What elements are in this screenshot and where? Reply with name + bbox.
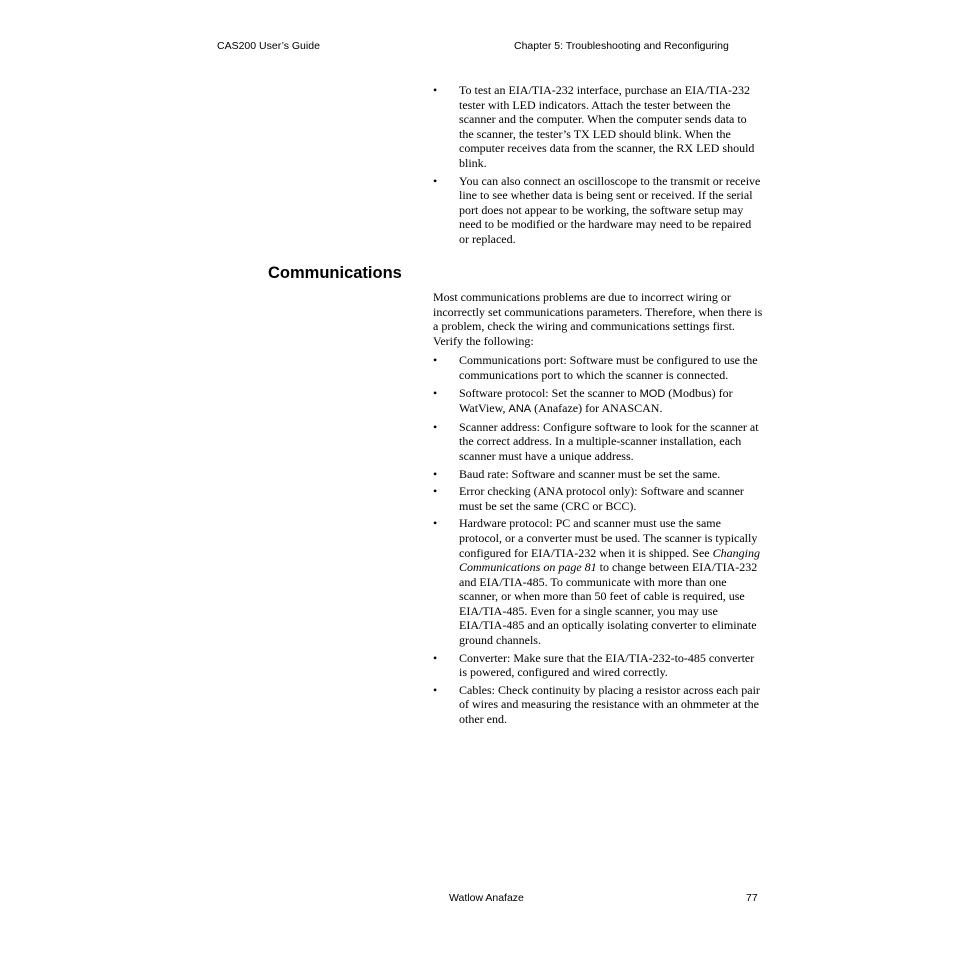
list-item	[433, 467, 763, 482]
list-item-text: Error checking (ANA protocol only): Software and scanner must be set the same (CRC or BCC).	[459, 484, 744, 513]
list-item-text: Cables: Check continuity by placing a resistor across each pair of wires and measuring the resistance with an ohmmeter at the other end.	[459, 682, 760, 727]
list-item	[433, 651, 763, 680]
page-number: 77	[746, 892, 758, 904]
bullet-icon: •	[433, 650, 438, 665]
protocol-code-mod: MOD	[639, 387, 666, 400]
list-item-text: You can also connect an oscilloscope to the transmit or receive line to see whether data is being sent or received. If the serial port does not appear to be working, the software setup may need to be modified or the hardware may need to be repaired or replaced.	[459, 173, 761, 246]
bullet-icon: •	[433, 682, 438, 697]
verify-list	[433, 353, 763, 726]
list-item	[433, 83, 763, 171]
list-item	[433, 484, 763, 513]
section-heading: Communications	[268, 264, 402, 282]
bullet-icon: •	[433, 83, 438, 97]
list-item-text: Baud rate: Software and scanner must be set the same.	[459, 466, 721, 481]
bullet-icon: •	[433, 353, 438, 368]
list-item	[433, 420, 763, 464]
intro-paragraph: Most communications problems are due to incorrect wiring or incorrectly set communications parameters. Therefore, when there is a problem, check the wiring and communications settings first. Verify the following:	[433, 290, 763, 348]
footer-company: Watlow Anafaze	[449, 892, 524, 904]
list-item	[433, 386, 763, 417]
protocol-code-ana: ANA	[508, 403, 532, 416]
list-item	[433, 516, 763, 647]
running-header-left: CAS200 User’s Guide	[217, 40, 320, 52]
list-item-text: Scanner address: Configure software to look for the scanner at the correct address. In a multiple-scanner installation, each scanner must have a unique address.	[459, 419, 759, 463]
list-item	[433, 683, 763, 727]
list-item-text: Hardware protocol: PC and scanner must use the same protocol, or a converter must be used. The scanner is typically configured for EIA/TIA-232 when it is shipped. See Changing Communications on page 81 to change between EIA/TIA-232 and EIA/TIA-485. To communicate with more than one scanner, or when more than 50 feet of cable is required, use EIA/TIA-485. Even for a single scanner, you may use EIA/TIA-485 and an optically isolating converter to eliminate ground channels.	[459, 516, 760, 648]
running-header-right: Chapter 5: Troubleshooting and Reconfiguring	[514, 40, 729, 52]
cross-reference-link[interactable]: Changing Communications on page 81	[459, 545, 760, 575]
top-bullet-list	[433, 83, 763, 247]
list-item-text: To test an EIA/TIA-232 interface, purchase an EIA/TIA-232 tester with LED indicators. Attach the tester between the scanner and the computer. When the computer sends data to the scanner, the tester’s TX LED should blink. When the computer receives data from the scanner, the RX LED should blink.	[459, 83, 755, 170]
list-item-text: Converter: Make sure that the EIA/TIA-232-to-485 converter is powered, configured and wired correctly.	[459, 650, 755, 680]
bullet-icon: •	[433, 516, 438, 531]
list-item	[433, 174, 763, 247]
list-item-text: Communications port: Software must be configured to use the communications port to which the scanner is connected.	[459, 353, 758, 382]
bullet-icon: •	[433, 419, 438, 434]
bullet-icon: •	[433, 385, 438, 400]
bullet-icon: •	[433, 466, 438, 481]
list-item	[433, 353, 763, 382]
bullet-icon: •	[433, 484, 438, 499]
bullet-icon: •	[433, 173, 438, 188]
list-item-text: Software protocol: Set the scanner to MOD (Modbus) for WatView, ANA (Anafaze) for ANASCAN.	[459, 385, 733, 416]
section-body	[433, 290, 763, 727]
